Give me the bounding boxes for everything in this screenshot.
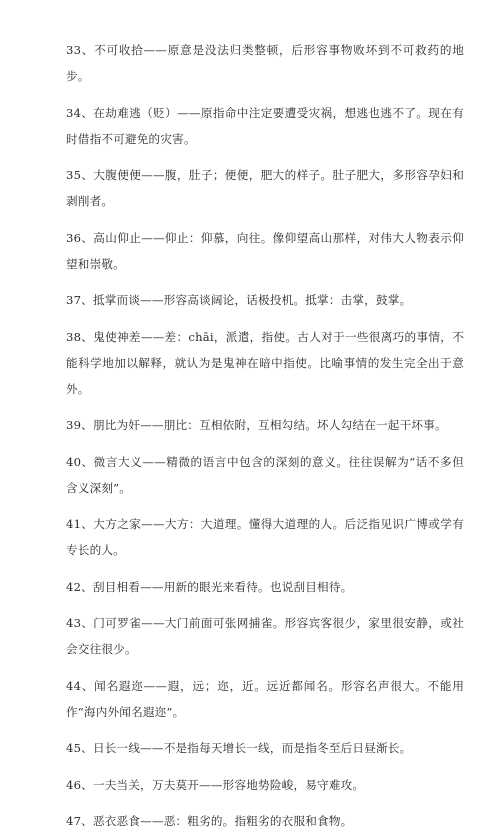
idiom-entry-38: 38、鬼使神差——差：chāi，派遣，指使。古人对于一些很离巧的事情，不能科学地加以解释，就认为是鬼神在暗中指使。比喻事情的发生完全出于意外。	[66, 329, 464, 396]
idiom-entry-42: 42、刮目相看——用新的眼光来看待。也说刮目相待。	[66, 579, 353, 594]
idiom-entry-33: 33、不可收拾——原意是没法归类整顿，后形容事物败坏到不可救药的地步。	[66, 43, 464, 83]
idiom-entry-46: 46、一夫当关，万夫莫开——形容地势险峻，易守难攻。	[66, 777, 365, 792]
idiom-entry-37: 37、抵掌而谈——形容高谈阔论，话极投机。抵掌：击掌，鼓掌。	[66, 293, 412, 307]
idiom-entry-34: 34、在劫难逃（贬）——原指命中注定要遭受灾祸，想逃也逃不了。现在有时借指不可避免的灾害。	[66, 105, 464, 146]
idiom-entry-44: 44、闻名遐迩——遐，远；迩，近。远近都闻名。形容名声很大。不能用作“海内外闻名遐迩”。	[66, 678, 464, 719]
idiom-entry-47: 47、恶衣恶食——恶：粗劣的。指粗劣的衣服和食物。	[66, 814, 353, 828]
idiom-entry-35: 35、大腹便便——腹，肚子；便便，肥大的样子。肚子肥大，多形容孕妇和剥削者。	[66, 168, 464, 208]
idiom-entry-40: 40、微言大义——精微的语言中包含的深刻的意义。往往误解为“话不多但含义深刻”。	[66, 454, 464, 495]
idiom-entry-43: 43、门可罗雀——大门前面可张网捕雀。形容宾客很少，家里很安静，或社会交往很少。	[66, 616, 464, 656]
idiom-entry-41: 41、大方之家——大方：大道理。懂得大道理的人。后泛指见识广博或学有专长的人。	[66, 517, 464, 557]
idiom-entry-39: 39、朋比为奸——朋比：互相依附，互相勾结。坏人勾结在一起干坏事。	[66, 418, 447, 432]
idiom-entry-45: 45、日长一线——不是指每天增长一线，而是指冬至后日昼渐长。	[66, 741, 412, 755]
idiom-entry-36: 36、高山仰止——仰止：仰慕，向往。像仰望高山那样，对伟大人物表示仰望和崇敬。	[66, 230, 464, 271]
